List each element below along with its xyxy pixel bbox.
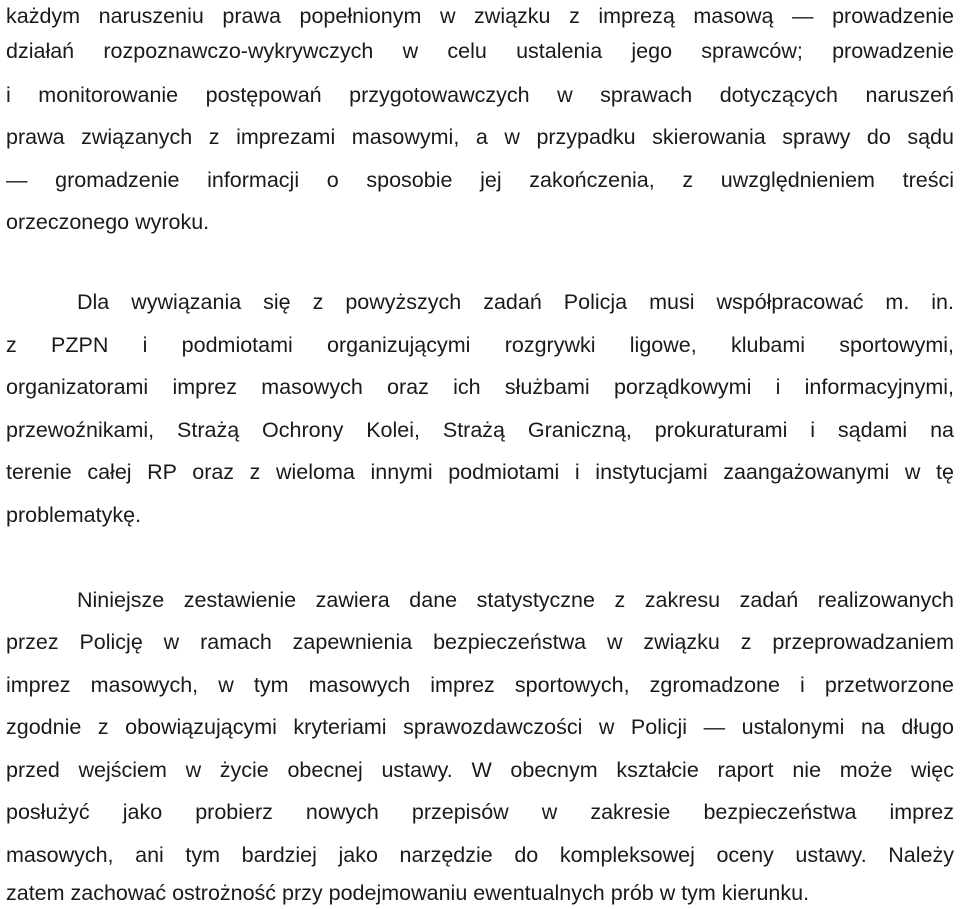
text-line: prawa związanych z imprezami masowymi, a w przypadku skierowania sprawy do sądu: [6, 125, 954, 149]
text-line: z PZPN i podmiotami organizującymi rozgrywki ligowe, klubami sportowymi,: [6, 333, 954, 357]
text-line: działań rozpoznawczo-wykrywczych w celu ustalenia jego sprawców; prowadzenie: [6, 39, 954, 63]
text-line: każdym naruszeniu prawa popełnionym w związku z imprezą masową — prowadzenie: [6, 4, 954, 28]
text-line: przewoźnikami, Strażą Ochrony Kolei, Strażą Graniczną, prokuraturami i sądami na: [6, 418, 954, 442]
text-line: imprez masowych, w tym masowych imprez sportowych, zgromadzone i przetworzone: [6, 673, 954, 697]
text-line: problematykę.: [6, 503, 142, 527]
text-line: Niniejsze zestawienie zawiera dane statystyczne z zakresu zadań realizowanych: [77, 588, 954, 612]
text-line: terenie całej RP oraz z wieloma innymi podmiotami i instytucjami zaangażowanymi w tę: [6, 460, 954, 484]
text-line: masowych, ani tym bardziej jako narzędzie do kompleksowej oceny ustawy. Należy: [6, 843, 954, 867]
text-line: Dla wywiązania się z powyższych zadań Policja musi współpracować m. in.: [77, 290, 954, 314]
text-line: — gromadzenie informacji o sposobie jej zakończenia, z uwzględnieniem treści: [6, 168, 954, 192]
text-line: przez Policję w ramach zapewnienia bezpieczeństwa w związku z przeprowadzaniem: [6, 630, 954, 654]
text-line: przed wejściem w życie obecnej ustawy. W obecnym kształcie raport nie może więc: [6, 758, 954, 782]
text-line: i monitorowanie postępowań przygotowawczych w sprawach dotyczących naruszeń: [6, 83, 954, 107]
text-line: orzeczonego wyroku.: [6, 210, 210, 234]
text-line: organizatorami imprez masowych oraz ich służbami porządkowymi i informacyjnymi,: [6, 375, 954, 399]
text-line: posłużyć jako probierz nowych przepisów w zakresie bezpieczeństwa imprez: [6, 800, 954, 824]
text-line: zgodnie z obowiązującymi kryteriami sprawozdawczości w Policji — ustalonymi na długo: [6, 715, 954, 739]
text-line: zatem zachować ostrożność przy podejmowaniu ewentualnych prób w tym kierunku.: [6, 881, 810, 905]
